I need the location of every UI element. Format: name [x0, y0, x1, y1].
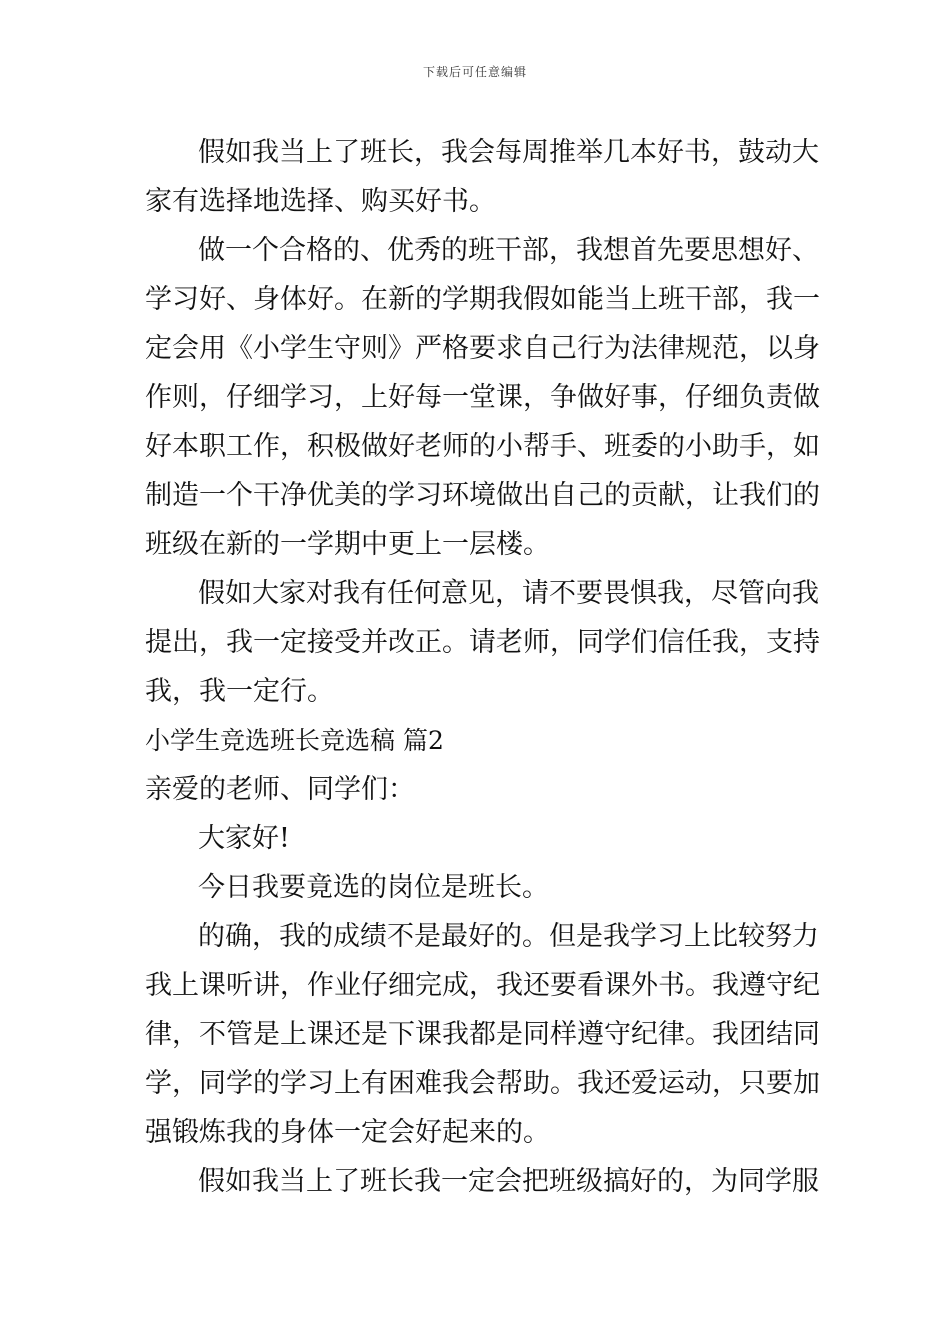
text-line: 假如大家对我有任何意见，请不要畏惧我，尽管向我 — [198, 578, 819, 609]
text-line: 今日我要竟选的岗位是班长。 — [198, 872, 549, 903]
section-title: 小学生竞选班长竞选稿 篇2 — [145, 726, 444, 755]
page-header-note: 下载后可任意编辑 — [422, 65, 527, 79]
text-line: 做一个合格的、优秀的班干部，我想首先要思想好、 — [198, 235, 819, 266]
text-line: 学习好、身体好。在新的学期我假如能当上班干部，我一 — [145, 284, 820, 315]
text-line: 定会用《小学生守则》严格要求自己行为法律规范，以身 — [145, 333, 820, 364]
text-line: 律，不管是上课还是下课我都是同样遵守纪律。我团结同 — [145, 1019, 820, 1050]
salutation-line: 亲爱的老师、同学们： — [145, 774, 415, 805]
greeting-line: 大家好! — [198, 823, 290, 854]
text-line: 的确，我的成绩不是最好的。但是我学习上比较努力 — [198, 921, 819, 952]
text-line: 提出，我一定接受并改正。请老师，同学们信任我，支持 — [145, 627, 820, 658]
text-line: 假如我当上了班长我一定会把班级搞好的，为同学服 — [198, 1166, 819, 1197]
text-line: 我上课听讲，作业仔细完成，我还要看课外书。我遵守纪 — [145, 970, 820, 1001]
text-line: 好本职工作，积极做好老师的小帮手、班委的小助手，如 — [145, 431, 820, 462]
text-line: 学，同学的学习上有困难我会帮助。我还爱运动，只要加 — [145, 1068, 820, 1099]
text-line: 我，我一定行。 — [145, 676, 334, 707]
text-line: 家有选择地选择、购买好书。 — [145, 186, 496, 217]
text-line: 作则，仔细学习，上好每一堂课，争做好事，仔细负责做 — [145, 382, 820, 413]
text-line: 制造一个干净优美的学习环境做出自己的贡献，让我们的 — [145, 480, 820, 511]
text-line: 假如我当上了班长，我会每周推举几本好书，鼓动大 — [198, 137, 819, 168]
text-line: 强锻炼我的身体一定会好起来的。 — [145, 1117, 550, 1148]
text-line: 班级在新的一学期中更上一层楼。 — [145, 529, 550, 560]
document-body — [145, 128, 820, 1206]
